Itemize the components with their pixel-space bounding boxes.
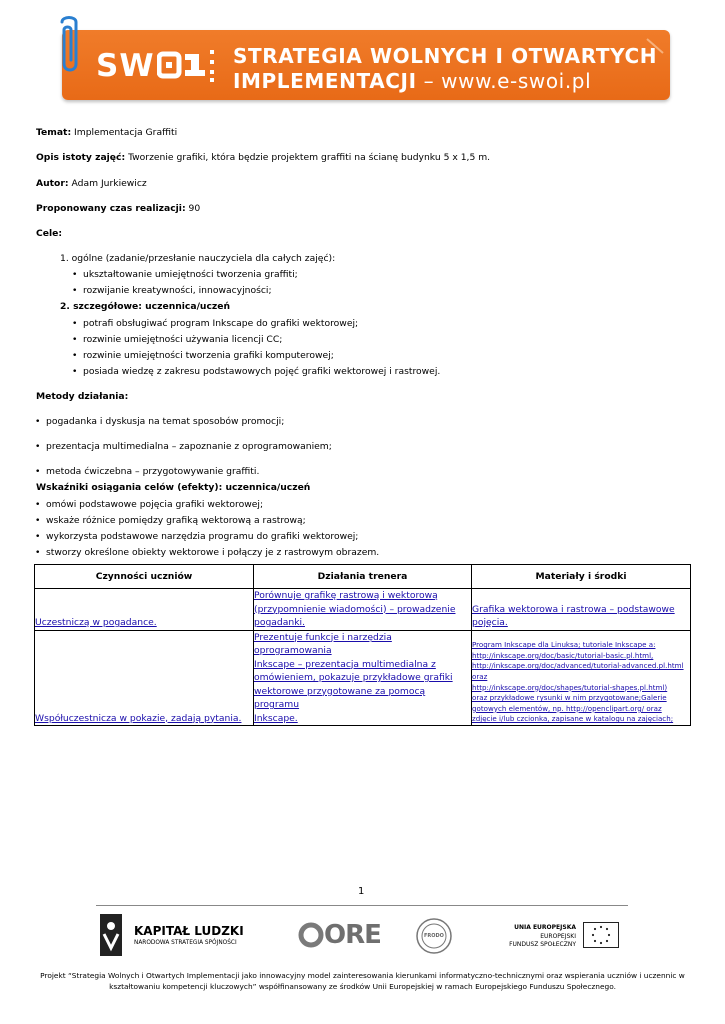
list-item: • metoda ćwiczebna – przygotowywanie graffiti. [46,466,259,477]
table-cell [35,630,254,726]
footer-divider [96,905,628,906]
table-cell [254,589,472,631]
column-header: Czynności uczniów [35,565,254,589]
banner-title: STRATEGIA WOLNYCH I OTWARTYCH IMPLEMENTACJI – www.e-swoi.pl [233,44,658,93]
banner-url: www.e-swoi.pl [441,69,592,93]
list-item: • rozwinie umiejętności tworzenia grafiki komputerowej; [83,350,334,361]
ore-circle-icon [298,922,324,948]
kapital-ludzki-subtitle: NARODOWA STRATEGIA SPÓJNOŚCI [134,940,237,946]
kapital-ludzki-title: KAPITAŁ LUDZKI [134,924,244,938]
goals-general: 1. ogólne (zadanie/przesłanie nauczyciela dla całych zajęć): [60,253,336,264]
list-item: • posiada wiedzę z zakresu podstawowych pojęć grafiki wektorowej i rastrowej. [83,366,440,377]
column-header: Działania trenera [254,565,472,589]
logo-separator [208,48,216,84]
cell-link[interactable]: Porównuje grafikę rastrową i wektorową (przypomnienie wiadomości) – prowadzenie pogadanki. [254,590,456,628]
goals-specific: 2. szczegółowe: uczennica/uczeń [60,301,231,312]
list-item: • pogadanka i dyskusja na temat sposobów promocji; [46,416,284,427]
eu-flag-icon [583,922,619,948]
table-header-row [35,565,691,589]
author: Autor: Adam Jurkiewicz [36,178,147,189]
pen-stroke-icon [646,38,664,54]
activity-table [34,564,691,726]
list-item: • omówi podstawowe pojęcia grafiki wektorowej; [46,499,263,510]
list-item: • ukształtowanie umiejętności tworzenia graffiti; [83,269,298,280]
table-cell [254,630,472,726]
methods-heading: Metody działania: [36,391,129,402]
duration: Proponowany czas realizacji: 90 [36,203,201,214]
list-item: • wykorzysta podstawowe narzędzia programu do grafiki wektorowej; [46,531,358,542]
eu-text: UNIA EUROPEJSKA EUROPEJSKI FUNDUSZ SPOŁECZNY [509,924,576,948]
description: Opis istoty zajęć: Tworzenie grafiki, która będzie projektem graffiti na ścianę budynku 5 x 1,5 m. [36,152,491,163]
logo-sw: SW [96,48,209,84]
list-item: • wskaże różnice pomiędzy grafiką wektorową a rastrową; [46,515,306,526]
paperclip-icon [52,14,86,78]
cell-link[interactable]: Uczestniczą w pogadance. [35,617,157,628]
cell-link[interactable]: Grafika wektorowa i rastrowa – podstawowe pojęcia. [472,603,675,628]
goals-heading: Cele: [36,228,63,239]
list-item: • potrafi obsługiwać program Inkscape do grafiki wektorowej; [83,318,358,329]
table-cell [472,630,691,726]
list-item: • stworzy określone obiekty wektorowe i połączy je z rastrowym obrazem. [46,547,379,558]
page-number: 1 [358,886,365,897]
logo-01-glyph [157,50,209,80]
list-item: • rozwijanie kreatywności, innowacyjności; [83,285,272,296]
footer-text: Projekt “Strategia Wolnych i Otwartych Implementacji jako innowacyjny model zainteresowania kierunkami informatyczno-technicznymi oraz wspierania uczniów i uczennic w kształtowaniu kompetencji kluczowych” współfinansowany ze środków Unii Europejskiej w ramach Europejskiego Funduszu Społecznego. [40,971,685,991]
table-row [35,589,691,631]
ore-logo: ORE [324,920,381,950]
table-cell [35,589,254,631]
cell-link[interactable]: Współuczestnicza w pokazie, zadają pytania. [35,712,242,724]
column-header: Materiały i środki [472,565,691,589]
kapital-ludzki-logo-icon [96,912,126,958]
topic: Temat: Implementacja Graffiti [36,127,178,138]
table-cell [472,589,691,631]
list-item: • rozwinie umiejętności używania licencji CC; [83,334,282,345]
table-row [35,630,691,726]
cell-link[interactable]: Prezentuje funkcje i narzędzia oprogramowania Inkscape – prezentacja multimedialna z omówieniem, pokazuje przykładowe grafiki wektorowe przygotowane za pomocą programu Inkscape. [254,631,453,724]
frodo-label: FRODO [424,933,444,939]
indicators-heading: Wskaźniki osiągania celów (efekty): uczennica/uczeń [36,482,311,493]
funding-logos [0,910,725,960]
cell-link[interactable]: Program Inkscape dla Linuksa; tutoriale Inkscape a: http://inkscape.org/doc/basic/tutorial-basic.pl.html, http://inkscape.org/doc/advanced/tutorial-advanced.pl.html oraz http://inkscape.org/doc/shapes/tutorial-shapes.pl.html) oraz przykładowe rysunki w nim przygotowane;Galerie gotowych elementów, np. http://openclipart.org/ oraz zdjęcie i/lub czcionka, zapisane w katalogu na zajęciach; [472,640,684,724]
list-item: • prezentacja multimedialna – zapoznanie z oprogramowaniem; [46,441,332,452]
